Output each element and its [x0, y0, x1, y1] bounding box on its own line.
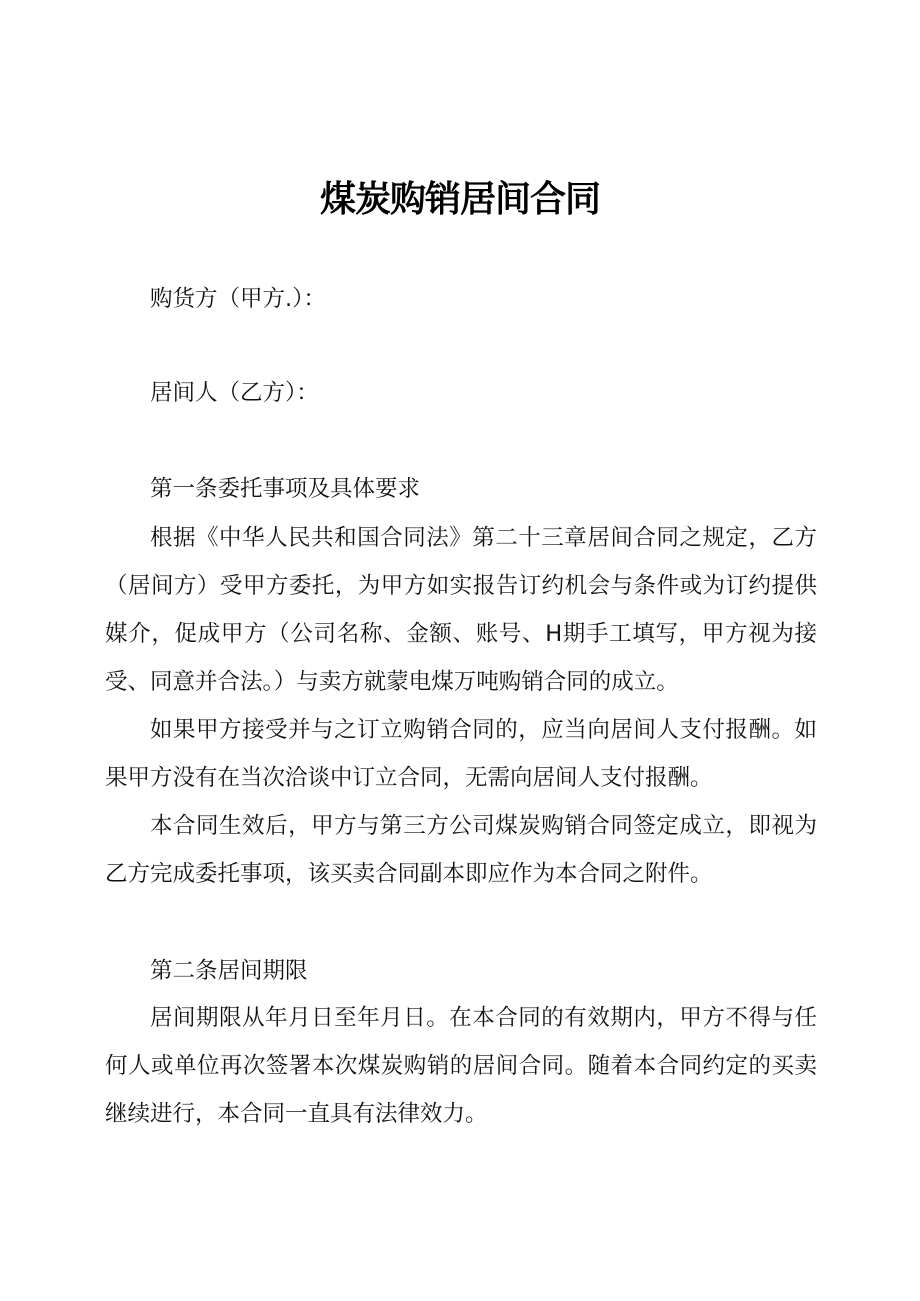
- document-title: 煤炭购销居间合同: [319, 179, 600, 220]
- buyer-party-label: 购货方（甲方.）：: [150, 286, 326, 312]
- article1-paragraph-1: 根据《中华人民共和国合同法》第二十三章居间合同之规定，乙方（居间方）受甲方委托，为甲方如实报告订约机会与条件或为订约提供媒介，促成甲方（公司名称、金额、账号、H期手工填写，甲方视为接受、同意并合法。）与卖方就蒙电煤万吨购销合同的成立。: [105, 525, 817, 695]
- article2-heading: 第二条居间期限: [150, 958, 308, 984]
- article2-paragraph-1: 居间期限从年月日至年月日。在本合同的有效期内，甲方不得与任何人或单位再次签署本次煤炭购销的居间合同。随着本合同约定的买卖继续进行，本合同一直具有法律效力。: [105, 1005, 817, 1127]
- article1-heading: 第一条委托事项及具体要求: [150, 476, 421, 502]
- intermediary-party-label: 居间人（乙方）：: [150, 380, 319, 406]
- article1-paragraph-3: 本合同生效后，甲方与第三方公司煤炭购销合同签定成立，即视为乙方完成委托事项，该买卖合同副本即应作为本合同之附件。: [105, 813, 817, 887]
- article1-paragraph-2: 如果甲方接受并与之订立购销合同的，应当向居间人支付报酬。如果甲方没有在当次洽谈中订立合同，无需向居间人支付报酬。: [105, 717, 817, 791]
